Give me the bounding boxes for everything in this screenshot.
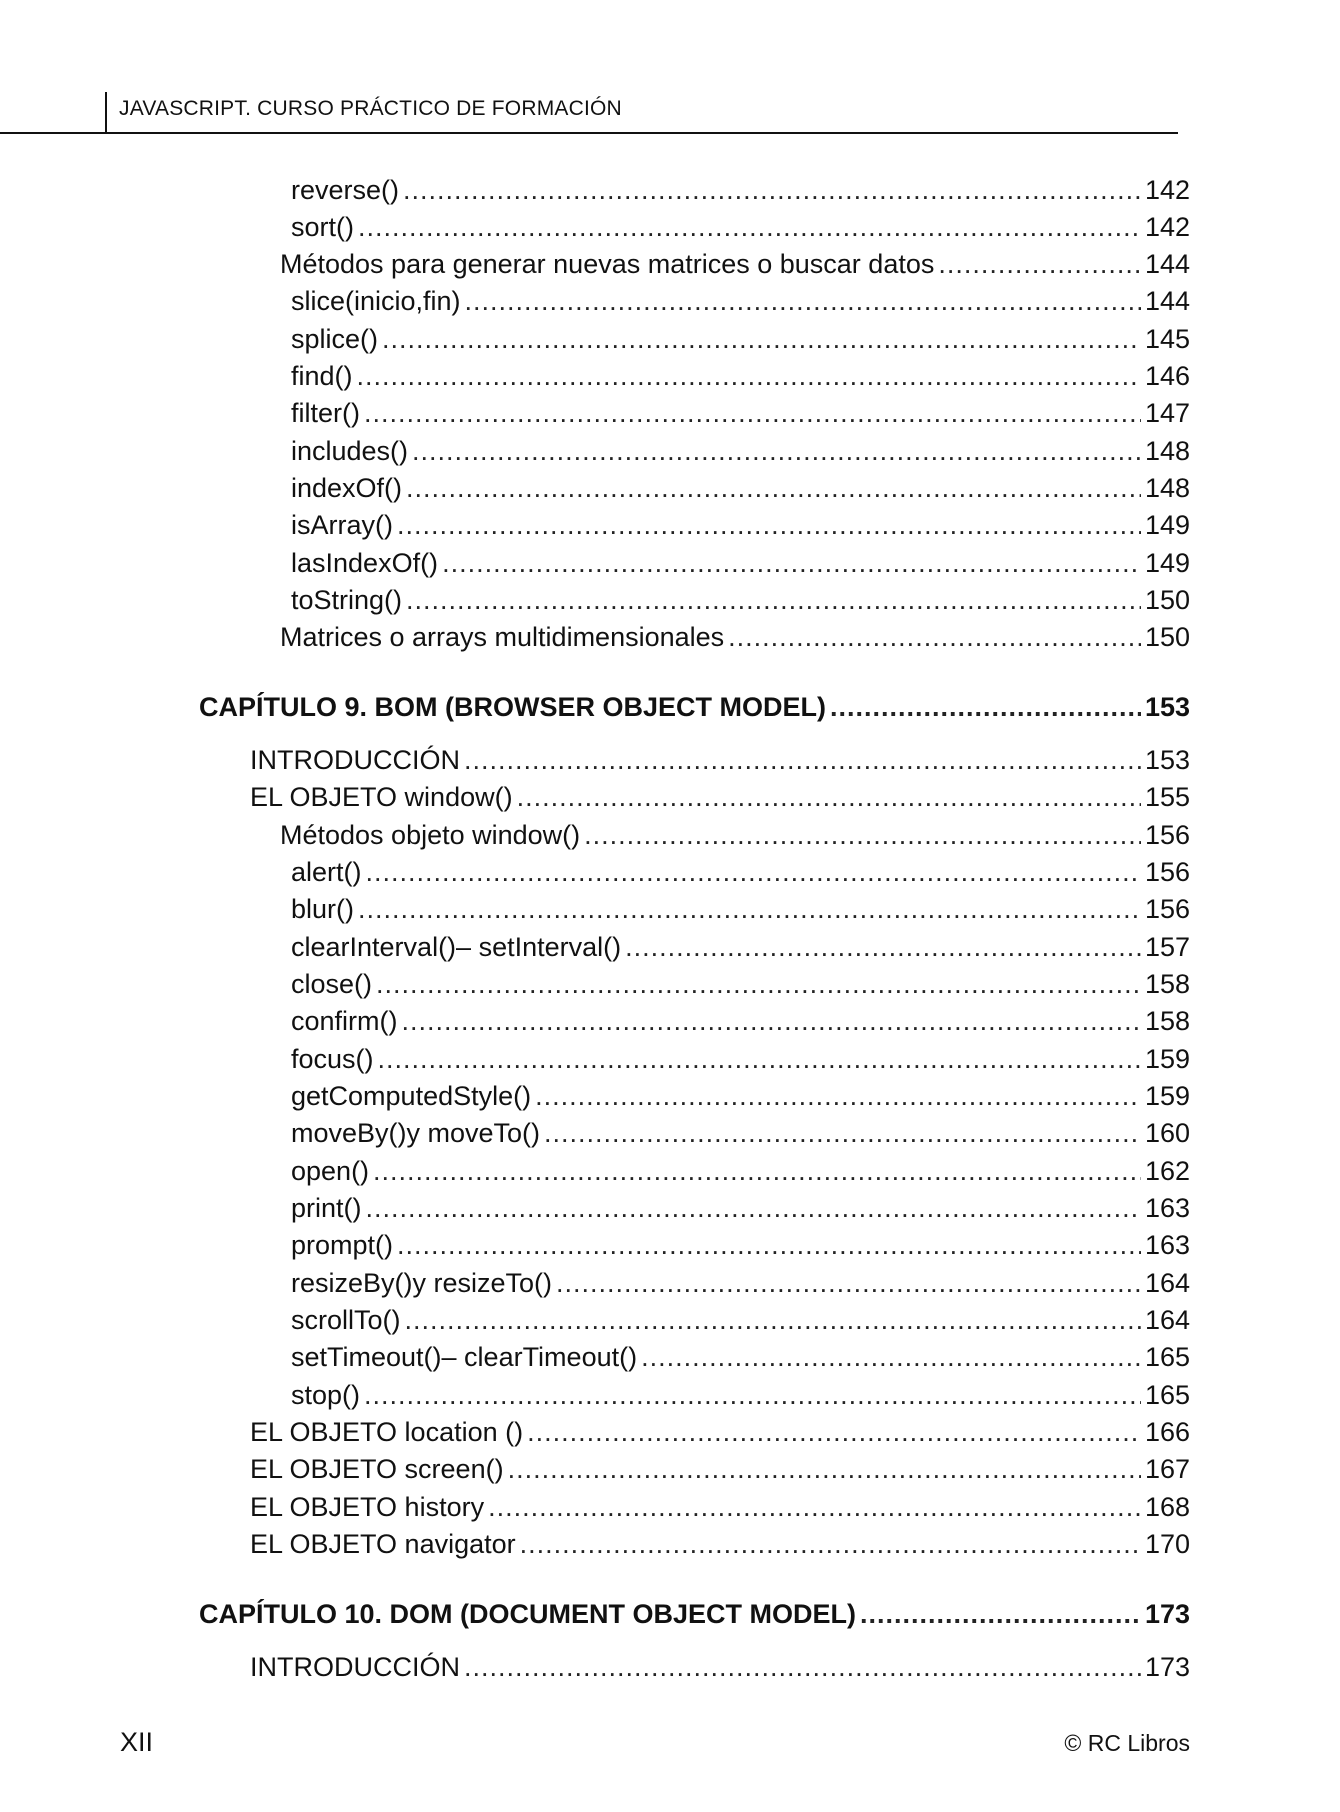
toc-entry-title: reverse() [291,175,400,205]
toc-entry-page: 142 [1144,175,1190,205]
toc-entry-title: moveBy()y moveTo() [291,1118,541,1148]
toc-entry-page: 150 [1144,622,1190,652]
toc-leader-dots [860,1596,1141,1632]
toc-entry-page: 165 [1144,1342,1190,1372]
toc-leader-dots [406,582,1141,618]
toc-entry[interactable] [250,1489,1190,1525]
toc-entry-page: 164 [1144,1268,1190,1298]
toc-leader-dots [357,358,1141,394]
toc-entry-page: 150 [1144,585,1190,615]
toc-entry-page: 149 [1144,548,1190,578]
toc-entry-page: 156 [1144,894,1190,924]
toc-leader-dots [544,1115,1141,1151]
toc-entry[interactable] [291,433,1190,469]
toc-leader-dots [488,1489,1141,1525]
toc-entry[interactable] [250,1414,1190,1450]
toc-entry[interactable] [291,1339,1190,1375]
toc-entry-title: sort() [291,212,354,242]
toc-entry-page: 149 [1144,510,1190,540]
toc-entry-page: 153 [1144,745,1190,775]
toc-leader-dots [373,1153,1141,1189]
toc-leader-dots [535,1078,1141,1114]
toc-chapter[interactable] [199,689,1190,725]
toc-entry-title: includes() [291,436,409,466]
toc-entry-page: 145 [1144,324,1190,354]
toc-leader-dots [520,1526,1141,1562]
toc-leader-dots [358,209,1141,245]
toc-leader-dots [382,321,1141,357]
toc-entry-title: isArray() [291,510,393,540]
toc-entry[interactable] [291,209,1190,245]
toc-entry-title: open() [291,1156,370,1186]
toc-entry[interactable] [291,854,1190,890]
toc-entry-title: EL OBJETO navigator [250,1529,516,1559]
toc-entry-title: close() [291,969,373,999]
toc-entry-title: lasIndexOf() [291,548,439,578]
toc-leader-dots [464,742,1141,778]
toc-entry-page: 156 [1144,857,1190,887]
toc-entry-title: filter() [291,398,360,428]
toc-entry-title: getComputedStyle() [291,1081,532,1111]
toc-chapter-title: CAPÍTULO 9. BOM (BROWSER OBJECT MODEL) [199,692,826,722]
toc-entry[interactable] [291,1265,1190,1301]
toc-entry[interactable] [291,1377,1190,1413]
toc-entry-title: prompt() [291,1230,394,1260]
toc-chapter-page: 173 [1144,1599,1190,1629]
toc-entry[interactable] [291,507,1190,543]
toc-entry-page: 167 [1144,1454,1190,1484]
toc-entry-title: INTRODUCCIÓN [250,1652,460,1682]
toc-chapter-title: CAPÍTULO 10. DOM (DOCUMENT OBJECT MODEL) [199,1599,857,1629]
toc-entry[interactable] [291,929,1190,965]
toc-leader-dots [517,779,1141,815]
toc-entry-title: Matrices o arrays multidimensionales [280,622,725,652]
toc-entry-title: resizeBy()y resizeTo() [291,1268,553,1298]
toc-entry-page: 168 [1144,1492,1190,1522]
toc-entry[interactable] [291,470,1190,506]
toc-leader-dots [378,1041,1141,1077]
toc-entry[interactable] [291,1115,1190,1151]
toc-entry-title: Métodos para generar nuevas matrices o buscar datos [280,249,935,279]
toc-entry-title: scrollTo() [291,1305,401,1335]
toc-entry[interactable] [291,1302,1190,1338]
toc-entry[interactable] [291,283,1190,319]
toc-leader-dots [728,619,1141,655]
toc-entry[interactable] [280,246,1190,282]
toc-leader-dots [465,283,1141,319]
toc-entry[interactable] [250,742,1190,778]
toc-leader-dots [405,1302,1141,1338]
toc-entry-title: INTRODUCCIÓN [250,745,460,775]
toc-leader-dots [358,891,1141,927]
toc-leader-dots [364,1377,1141,1413]
toc-entry-page: 155 [1144,782,1190,812]
toc-entry-title: alert() [291,857,362,887]
toc-entry[interactable] [250,1526,1190,1562]
toc-entry-page: 166 [1144,1417,1190,1447]
toc-entry-page: 159 [1144,1081,1190,1111]
toc-entry-title: print() [291,1193,362,1223]
toc-entry-page: 148 [1144,436,1190,466]
toc-leader-dots [364,395,1141,431]
toc-entry-page: 147 [1144,398,1190,428]
toc-entry-title: Métodos objeto window() [280,820,581,850]
toc-entry-page: 156 [1144,820,1190,850]
toc-leader-dots [527,1414,1141,1450]
toc-entry-page: 160 [1144,1118,1190,1148]
toc-entry[interactable] [250,1451,1190,1487]
toc-entry[interactable] [291,358,1190,394]
running-title: JAVASCRIPT. CURSO PRÁCTICO DE FORMACIÓN [119,97,622,120]
toc-leader-dots [397,507,1141,543]
toc-entry-title: stop() [291,1380,361,1410]
toc-entry-page: 163 [1144,1193,1190,1223]
publisher-credit: © RC Libros [1064,1730,1190,1756]
toc-entry[interactable] [291,321,1190,357]
toc-entry-title: EL OBJETO window() [250,782,513,812]
toc-entry-title: blur() [291,894,355,924]
toc-entry-page: 173 [1144,1652,1190,1682]
toc-entry-title: focus() [291,1044,374,1074]
toc-entry[interactable] [291,1003,1190,1039]
header-vertical-rule [105,92,107,133]
toc-entry-page: 165 [1144,1380,1190,1410]
toc-entry-title: toString() [291,585,403,615]
toc-entry-title: indexOf() [291,473,403,503]
toc-entry-page: 144 [1144,286,1190,316]
toc-entry-page: 158 [1144,1006,1190,1036]
toc-leader-dots [641,1339,1141,1375]
toc-leader-dots [366,854,1141,890]
toc-entry[interactable] [291,891,1190,927]
toc-entry[interactable] [250,779,1190,815]
toc-entry-title: clearInterval()– setInterval() [291,932,622,962]
toc-entry[interactable] [250,1649,1190,1685]
toc-entry-title: EL OBJETO location () [250,1417,524,1447]
toc-entry[interactable] [280,619,1190,655]
toc-entry[interactable] [291,1227,1190,1263]
toc-entry[interactable] [291,395,1190,431]
toc-leader-dots [508,1451,1141,1487]
header-rule [0,132,1178,134]
toc-chapter-page: 153 [1144,692,1190,722]
toc-entry-title: slice(inicio,fin) [291,286,461,316]
toc-entry-title: setTimeout()– clearTimeout() [291,1342,638,1372]
toc-entry-page: 144 [1144,249,1190,279]
toc-leader-dots [406,470,1141,506]
toc-entry[interactable] [291,1078,1190,1114]
toc-leader-dots [830,689,1141,725]
toc-entry-title: EL OBJETO history [250,1492,485,1522]
toc-chapter[interactable] [199,1596,1190,1632]
toc-leader-dots [556,1265,1141,1301]
toc-entry[interactable] [291,545,1190,581]
toc-entry[interactable] [291,582,1190,618]
toc-leader-dots [366,1190,1141,1226]
toc-entry-page: 142 [1144,212,1190,242]
toc-entry[interactable] [291,1153,1190,1189]
toc-leader-dots [464,1649,1141,1685]
toc-leader-dots [403,172,1141,208]
toc-entry-title: EL OBJETO screen() [250,1454,504,1484]
toc-entry-page: 146 [1144,361,1190,391]
toc-entry[interactable] [291,1190,1190,1226]
toc-leader-dots [376,966,1141,1002]
toc-entry-page: 164 [1144,1305,1190,1335]
toc-entry-page: 170 [1144,1529,1190,1559]
folio-page-number: XII [120,1727,154,1757]
toc-entry-page: 157 [1144,932,1190,962]
toc-entry-title: find() [291,361,353,391]
toc-entry-page: 162 [1144,1156,1190,1186]
toc-entry-title: splice() [291,324,379,354]
toc-entry-page: 148 [1144,473,1190,503]
toc-entry-title: confirm() [291,1006,398,1036]
toc-entry[interactable] [291,1041,1190,1077]
toc-entry-page: 158 [1144,969,1190,999]
toc-entry-page: 163 [1144,1230,1190,1260]
toc-entry[interactable] [291,966,1190,1002]
toc-leader-dots [412,433,1141,469]
toc-leader-dots [938,246,1141,282]
toc-leader-dots [397,1227,1141,1263]
toc-entry[interactable] [291,172,1190,208]
toc-entry-page: 159 [1144,1044,1190,1074]
toc-leader-dots [442,545,1141,581]
toc-leader-dots [625,929,1141,965]
toc-leader-dots [402,1003,1141,1039]
toc-entry[interactable] [280,817,1190,853]
toc-leader-dots [584,817,1141,853]
